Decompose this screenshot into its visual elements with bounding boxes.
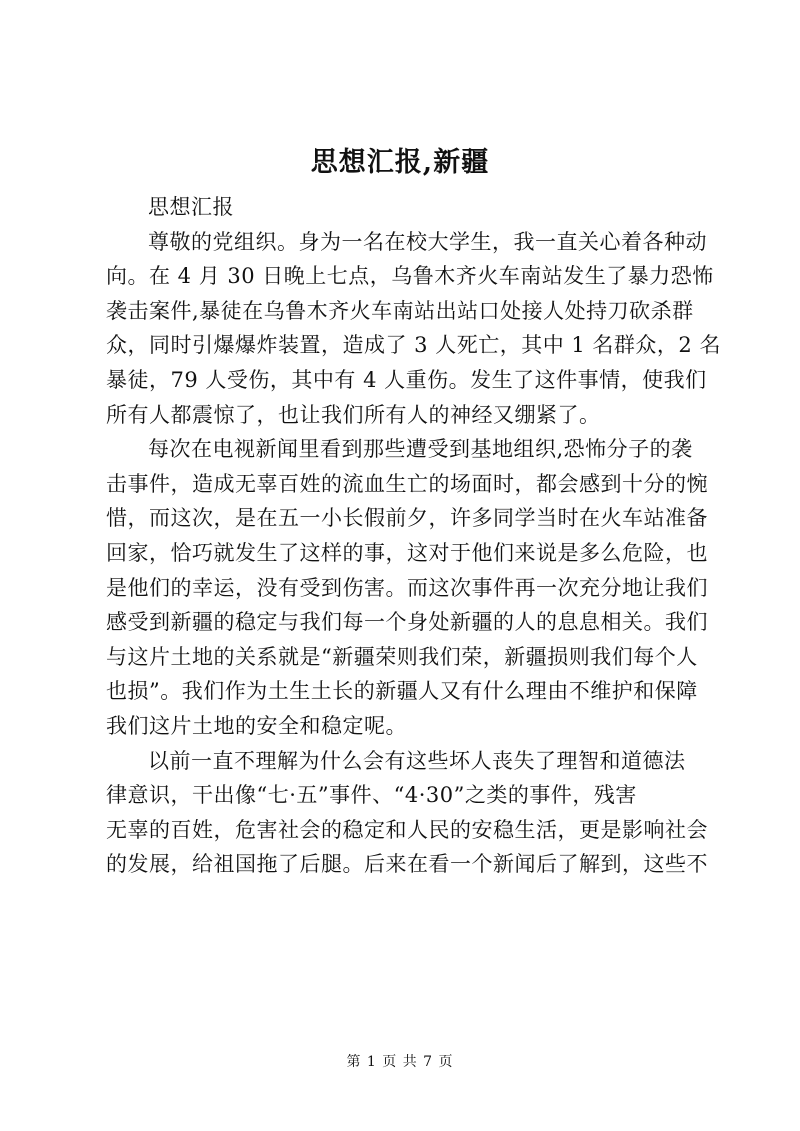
page-footer: 第 1 页 共 7 页 (346, 1054, 454, 1070)
page-title: 思想汇报,新疆 (310, 147, 490, 178)
text-line: 向。在 4 月 30 日晚上七点，乌鲁木齐火车南站发生了暴力恐怖 (106, 264, 714, 289)
text-line: 以前一直不理解为什么会有这些坏人丧失了理智和道德法 (148, 748, 686, 773)
text-line: 的发展，给祖国拖了后腿。后来在看一个新闻后了解到，这些不 (106, 852, 708, 877)
text-line: 我们这片土地的安全和稳定呢。 (106, 713, 407, 738)
text-line: 所有人都震惊了，也让我们所有人的神经又绷紧了。 (106, 402, 601, 427)
text-line: 也损”。我们作为土生土长的新疆人又有什么理由不维护和保障 (106, 679, 698, 704)
text-line: 众，同时引爆爆炸装置，造成了 3 人死亡，其中 1 名群众，2 名 (106, 333, 721, 358)
document-body (106, 190, 721, 882)
text-line: 是他们的幸运，没有受到伤害。而这次事件再一次充分地让我们 (106, 575, 708, 600)
text-line: 尊敬的党组织。身为一名在校大学生，我一直关心着各种动 (148, 229, 707, 254)
text-line: 惜，而这次，是在五一小长假前夕，许多同学当时在火车站准备 (106, 506, 708, 531)
text-line: 回家，恰巧就发生了这样的事，这对于他们来说是多么危险，也 (106, 540, 708, 565)
text-line: 击事件，造成无辜百姓的流血生亡的场面时，都会感到十分的惋 (106, 471, 708, 496)
text-line: 与这片土地的关系就是“新疆荣则我们荣，新疆损则我们每个人 (106, 644, 698, 669)
text-line: 律意识，干出像“七·五”事件、“4·30”之类的事件，残害 (106, 783, 637, 808)
text-line: 每次在电视新闻里看到那些遭受到基地组织,恐怖分子的袭 (148, 437, 693, 462)
text-line: 思想汇报 (148, 195, 234, 219)
text-line: 感受到新疆的稳定与我们每一个身处新疆的人的息息相关。我们 (106, 610, 708, 635)
text-line: 暴徒，79 人受伤，其中有 4 人重伤。发生了这件事情，使我们 (106, 367, 707, 392)
text-line: 无辜的百姓，危害社会的稳定和人民的安稳生活，更是影响社会 (106, 817, 708, 842)
text-line: 袭击案件,暴徒在乌鲁木齐火车南站出站口处接人处持刀砍杀群 (106, 298, 694, 323)
